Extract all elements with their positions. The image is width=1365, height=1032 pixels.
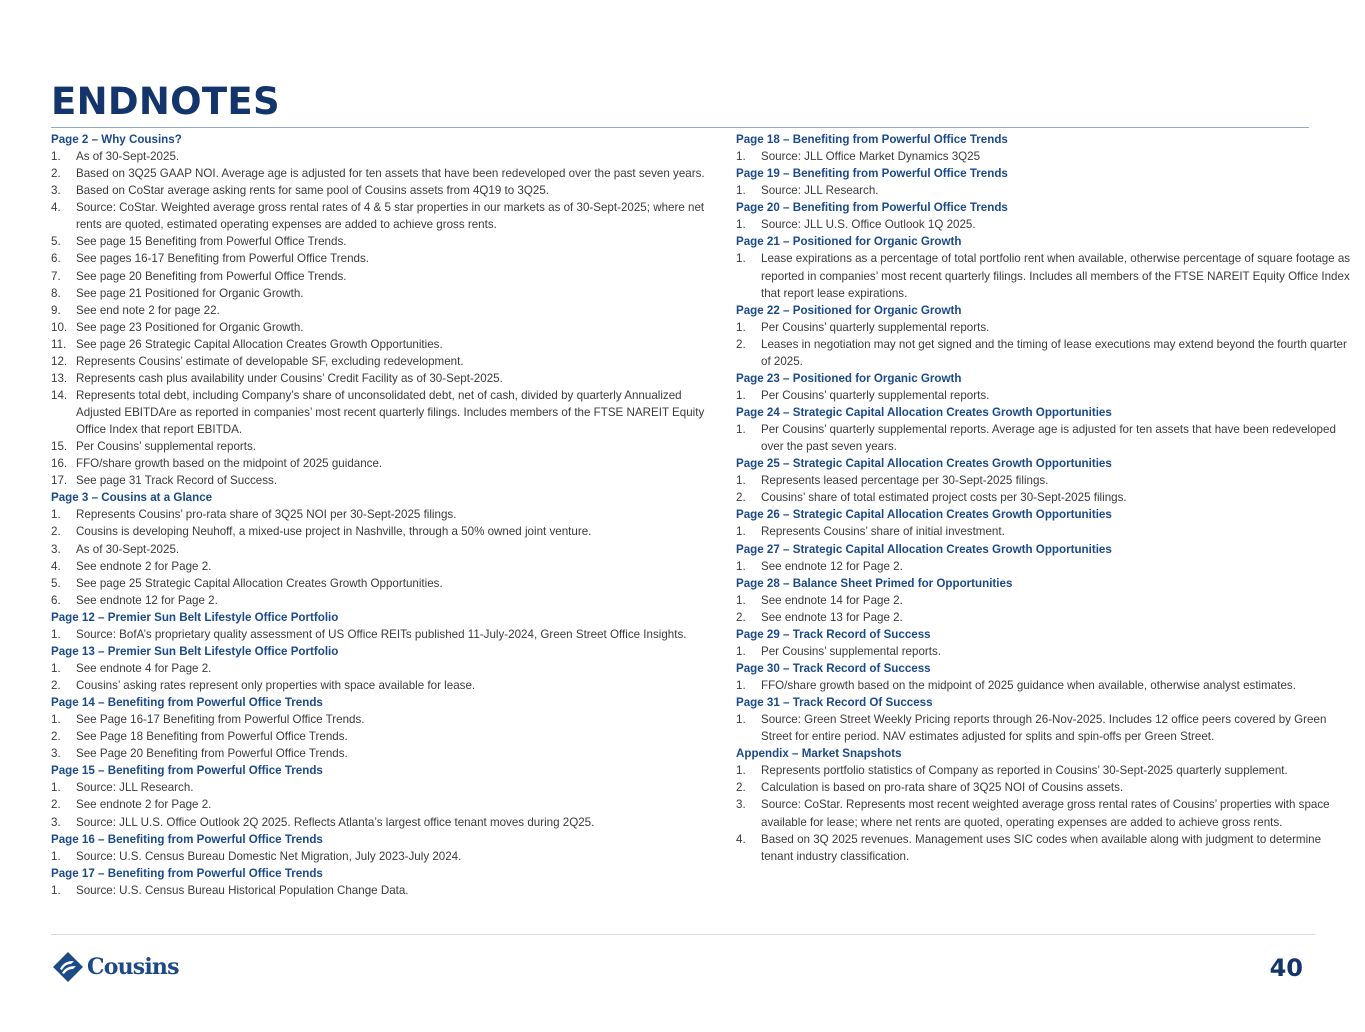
endnote-number: 1. <box>736 713 746 727</box>
section-heading: Page 17 – Benefiting from Powerful Office Trends <box>51 866 323 880</box>
endnote-list <box>736 387 1354 404</box>
endnote-text: Source: JLL Office Market Dynamics 3Q25 <box>761 150 981 164</box>
endnote-item <box>51 233 715 250</box>
endnote-item <box>51 506 715 523</box>
endnote-list <box>736 250 1354 301</box>
endnotes-left-column <box>51 131 715 899</box>
endnote-item <box>736 609 1354 626</box>
endnote-number: 1. <box>736 474 746 488</box>
endnote-number: 1. <box>736 252 746 266</box>
endnote-item <box>51 370 715 387</box>
endnote-text: Source: U.S. Census Bureau Historical Population Change Data. <box>76 883 409 897</box>
endnote-text: Per Cousins’ supplemental reports. <box>76 440 257 454</box>
endnote-item <box>736 148 1354 165</box>
endnote-text: Represents Cousins’ share of initial investment. <box>761 525 1005 539</box>
endnote-number: 7. <box>51 269 61 283</box>
endnote-number: 2. <box>51 679 61 692</box>
section-heading: Page 31 – Track Record Of Success <box>736 696 933 710</box>
endnote-item <box>736 182 1354 199</box>
endnote-section <box>51 643 715 694</box>
endnote-number: 4. <box>51 201 61 215</box>
endnote-item <box>51 148 715 165</box>
section-heading: Page 21 – Positioned for Organic Growth <box>736 235 962 249</box>
endnote-item <box>51 285 715 302</box>
cousins-logo-icon <box>52 951 84 983</box>
section-heading: Page 16 – Benefiting from Powerful Office Trends <box>51 832 323 846</box>
endnote-number: 4. <box>736 832 746 846</box>
endnote-list <box>736 319 1354 370</box>
endnote-section <box>736 626 1354 660</box>
endnote-number: 4. <box>51 559 61 573</box>
endnote-number: 1. <box>51 883 61 897</box>
endnote-item <box>736 831 1354 865</box>
endnote-section <box>736 575 1354 626</box>
endnote-item <box>736 421 1354 455</box>
endnote-number: 6. <box>51 593 61 607</box>
endnote-number: 3. <box>51 184 61 198</box>
endnote-section <box>736 131 1354 165</box>
endnote-section <box>736 660 1354 694</box>
cousins-logo <box>52 951 179 983</box>
endnote-text: Based on 3Q25 GAAP NOI. Average age is adjusted for ten assets that have been redeveloped over the past seven years. <box>76 167 705 181</box>
section-heading: Page 15 – Benefiting from Powerful Office Trends <box>51 764 323 778</box>
endnote-section <box>736 694 1354 745</box>
endnote-text: Lease expirations as a percentage of total portfolio rent when available, otherwise percentage of square footage as reported in companies’ most recent quarterly filings. Includes all members of the FTSE NAREIT Equity Office Index that report lease expirations. <box>761 252 1351 300</box>
endnote-item <box>736 250 1354 301</box>
endnote-text: Source: JLL Research. <box>76 781 194 795</box>
endnote-text: Represents portfolio statistics of Company as reported in Cousins’ 30-Sept-2025 quarterly supplement. <box>761 764 1288 778</box>
endnote-number: 2. <box>736 781 746 795</box>
endnote-text: See endnote 13 for Page 2. <box>761 610 903 624</box>
endnote-number: 1. <box>51 150 61 164</box>
endnote-item <box>736 387 1354 404</box>
endnote-item <box>51 626 715 643</box>
endnote-text: See page 21 Positioned for Organic Growth. <box>76 286 304 300</box>
section-heading: Page 2 – Why Cousins? <box>51 133 182 146</box>
endnote-number: 1. <box>736 218 746 232</box>
endnote-item <box>51 728 715 745</box>
endnote-item <box>51 796 715 813</box>
endnote-list <box>51 882 715 899</box>
endnote-text: See Page 16-17 Benefiting from Powerful Office Trends. <box>76 713 365 727</box>
endnote-text: See Page 20 Benefiting from Powerful Office Trends. <box>76 747 348 761</box>
endnote-text: See Page 18 Benefiting from Powerful Office Trends. <box>76 730 348 744</box>
endnote-number: 1. <box>51 713 61 727</box>
endnote-list <box>736 677 1354 694</box>
endnote-text: Source: U.S. Census Bureau Domestic Net Migration, July 2023-July 2024. <box>76 849 462 863</box>
section-heading: Page 12 – Premier Sun Belt Lifestyle Office Portfolio <box>51 610 339 624</box>
endnote-list <box>736 182 1354 199</box>
endnote-text: See endnote 2 for Page 2. <box>76 559 212 573</box>
endnote-list <box>736 558 1354 575</box>
endnote-section <box>736 370 1354 404</box>
endnote-section <box>736 199 1354 233</box>
endnote-item <box>51 711 715 728</box>
section-heading: Page 14 – Benefiting from Powerful Office Trends <box>51 696 323 710</box>
endnote-item <box>736 558 1354 575</box>
section-heading: Page 18 – Benefiting from Powerful Office Trends <box>736 133 1008 146</box>
endnote-item <box>51 199 715 233</box>
endnote-text: See end note 2 for page 22. <box>76 303 220 317</box>
endnote-text: Source: CoStar. Represents most recent weighted average gross rental rates of Cousins’ properties with space available for lease; where net rents are quoted, operating expenses are added to achieve gross rents. <box>761 798 1330 829</box>
endnote-text: See pages 16-17 Benefiting from Powerful Office Trends. <box>76 252 370 266</box>
endnote-number: 1. <box>736 388 746 402</box>
endnote-item <box>736 319 1354 336</box>
endnote-item <box>51 558 715 575</box>
endnote-section <box>736 745 1354 864</box>
endnote-section <box>51 609 715 643</box>
endnote-item <box>736 762 1354 779</box>
endnote-section <box>736 506 1354 540</box>
endnote-number: 2. <box>51 167 61 181</box>
endnote-list <box>51 779 715 830</box>
endnote-section <box>736 455 1354 506</box>
endnote-list <box>51 148 715 489</box>
section-heading: Page 23 – Positioned for Organic Growth <box>736 371 962 385</box>
endnote-item <box>51 250 715 267</box>
endnote-text: Source: Green Street Weekly Pricing reports through 26-Nov-2025. Includes 12 office peers covered by Green Street for entire period. NAV estimates adjusted for splits and spin-offs per Green Street. <box>761 713 1327 744</box>
endnote-section <box>736 165 1354 199</box>
endnote-text: FFO/share growth based on the midpoint of 2025 guidance when available, otherwise analyst estimates. <box>761 679 1296 692</box>
endnote-number: 1. <box>51 627 61 641</box>
endnote-text: See page 15 Benefiting from Powerful Office Trends. <box>76 235 347 249</box>
endnote-item <box>51 387 715 438</box>
endnote-text: Cousins’ share of total estimated project costs per 30-Sept-2025 filings. <box>761 491 1127 505</box>
endnote-list <box>736 216 1354 233</box>
endnote-number: 16. <box>51 457 68 471</box>
page-number: 40 <box>1269 954 1303 982</box>
endnote-item <box>51 165 715 182</box>
endnote-item <box>736 643 1354 660</box>
footer-divider <box>51 934 1315 935</box>
endnote-text: Represents Cousins’ estimate of developable SF, excluding redevelopment. <box>76 354 464 368</box>
endnote-item <box>51 660 715 677</box>
endnote-item <box>51 677 715 694</box>
endnote-text: Source: CoStar. Weighted average gross rental rates of 4 & 5 star properties in our markets as of 30-Sept-2025; where net rents are quoted, estimated operating expenses are added to achieve gross rents. <box>76 201 705 232</box>
endnote-item <box>51 353 715 370</box>
endnote-text: Represents cash plus availability under Cousins’ Credit Facility as of 30-Sept-2025. <box>76 371 503 385</box>
endnote-list <box>51 711 715 762</box>
endnote-number: 2. <box>51 798 61 812</box>
endnote-section <box>736 541 1354 575</box>
endnote-section <box>51 694 715 762</box>
endnote-item <box>51 302 715 319</box>
endnote-number: 10. <box>51 320 68 334</box>
endnote-item <box>736 677 1354 694</box>
endnote-item <box>736 523 1354 540</box>
endnote-text: See endnote 12 for Page 2. <box>76 593 218 607</box>
endnote-item <box>736 796 1354 830</box>
endnote-item <box>51 575 715 592</box>
endnote-text: Source: BofA’s proprietary quality assessment of US Office REITs published 11-July-2024, Green Street Office Insights. <box>76 627 687 641</box>
endnote-item <box>736 216 1354 233</box>
endnote-list <box>51 626 715 643</box>
section-heading: Page 24 – Strategic Capital Allocation Creates Growth Opportunities <box>736 406 1112 419</box>
endnote-text: Per Cousins’ quarterly supplemental reports. Average age is adjusted for ten assets that have been redeveloped over the past seven years. <box>761 423 1336 454</box>
endnote-text: Per Cousins’ supplemental reports. <box>761 644 942 658</box>
title-divider <box>51 127 1309 128</box>
section-heading: Page 3 – Cousins at a Glance <box>51 491 213 505</box>
endnote-text: Represents total debt, including Company’s share of unconsolidated debt, net of cash, divided by quarterly Annualized Adjusted EBITDAre as reported in companies’ most recent quarterly filings. Includes members of the FTSE NAREIT Equity Office Index that report EBITDA. <box>76 388 705 437</box>
endnote-section <box>51 489 715 608</box>
endnote-number: 3. <box>51 542 61 556</box>
endnote-text: Cousins’ asking rates represent only properties with space available for lease. <box>76 679 476 692</box>
endnote-list <box>736 643 1354 660</box>
endnote-section <box>736 302 1354 370</box>
endnote-item <box>51 455 715 472</box>
endnote-item <box>51 268 715 285</box>
logo-wordmark: Cousins <box>87 954 179 980</box>
endnote-number: 12. <box>51 354 68 368</box>
endnote-number: 3. <box>736 798 746 812</box>
endnote-item <box>736 472 1354 489</box>
endnote-item <box>51 523 715 540</box>
section-heading: Page 26 – Strategic Capital Allocation Creates Growth Opportunities <box>736 508 1112 522</box>
endnote-item <box>736 336 1354 370</box>
endnote-item <box>51 336 715 353</box>
endnote-list <box>736 523 1354 540</box>
endnote-text: Per Cousins’ quarterly supplemental reports. <box>761 320 990 334</box>
endnote-number: 5. <box>51 235 61 249</box>
endnote-item <box>736 489 1354 506</box>
endnote-text: Per Cousins’ quarterly supplemental reports. <box>761 388 990 402</box>
endnote-number: 3. <box>51 815 61 829</box>
endnote-section <box>51 865 715 899</box>
endnote-text: As of 30-Sept-2025. <box>76 542 180 556</box>
endnote-text: Leases in negotiation may not get signed and the timing of lease executions may extend beyond the fourth quarter of 2025. <box>761 337 1347 368</box>
section-heading: Page 22 – Positioned for Organic Growth <box>736 303 962 317</box>
endnote-number: 2. <box>51 525 61 539</box>
endnote-list <box>736 148 1354 165</box>
endnote-section <box>51 831 715 865</box>
endnote-text: See endnote 2 for Page 2. <box>76 798 212 812</box>
endnote-number: 2. <box>736 610 746 624</box>
endnote-number: 1. <box>51 781 61 795</box>
endnote-list <box>51 506 715 608</box>
section-heading: Page 28 – Balance Sheet Primed for Opportunities <box>736 576 1013 590</box>
endnote-number: 6. <box>51 252 61 266</box>
endnote-text: Source: JLL U.S. Office Outlook 2Q 2025. Reflects Atlanta’s largest office tenant moves during 2Q25. <box>76 815 595 829</box>
endnote-number: 5. <box>51 576 61 590</box>
endnote-text: Represents Cousins’ pro-rata share of 3Q25 NOI per 30-Sept-2025 filings. <box>76 508 457 522</box>
page-title: ENDNOTES <box>51 80 280 123</box>
section-heading: Page 19 – Benefiting from Powerful Office Trends <box>736 167 1008 181</box>
endnote-text: Calculation is based on pro-rata share of 3Q25 NOI of Cousins assets. <box>761 781 1124 795</box>
section-heading: Page 13 – Premier Sun Belt Lifestyle Office Portfolio <box>51 644 339 658</box>
endnote-list <box>51 660 715 694</box>
endnote-number: 1. <box>51 849 61 863</box>
endnote-number: 1. <box>736 764 746 778</box>
endnote-item <box>51 541 715 558</box>
endnote-number: 3. <box>51 747 61 761</box>
section-heading: Page 30 – Track Record of Success <box>736 661 931 675</box>
endnote-number: 1. <box>736 320 746 334</box>
endnote-text: Source: JLL U.S. Office Outlook 1Q 2025. <box>761 218 976 232</box>
endnote-number: 9. <box>51 303 61 317</box>
endnote-text: See page 31 Track Record of Success. <box>76 474 278 488</box>
endnote-text: Based on 3Q 2025 revenues. Management uses SIC codes when available along with judgment to determine tenant industry classification. <box>761 832 1322 863</box>
endnote-number: 1. <box>736 150 746 164</box>
endnote-number: 1. <box>736 679 746 692</box>
endnote-text: See page 26 Strategic Capital Allocation Creates Growth Opportunities. <box>76 337 443 351</box>
endnotes-right-column <box>736 131 1354 865</box>
endnote-number: 1. <box>51 508 61 522</box>
endnote-text: See endnote 14 for Page 2. <box>761 593 903 607</box>
endnote-item <box>51 779 715 796</box>
endnote-text: See page 23 Positioned for Organic Growth. <box>76 320 304 334</box>
endnote-number: 2. <box>51 730 61 744</box>
endnote-text: See page 20 Benefiting from Powerful Office Trends. <box>76 269 347 283</box>
endnote-number: 1. <box>736 644 746 658</box>
endnote-item <box>51 182 715 199</box>
endnote-number: 1. <box>736 559 746 573</box>
endnote-item <box>51 592 715 609</box>
endnote-text: Cousins is developing Neuhoff, a mixed-use project in Nashville, through a 50% owned joint venture. <box>76 525 592 539</box>
endnote-list <box>736 762 1354 864</box>
endnote-item <box>736 592 1354 609</box>
endnote-number: 1. <box>736 423 746 437</box>
section-heading: Page 25 – Strategic Capital Allocation Creates Growth Opportunities <box>736 457 1112 471</box>
endnote-text: Represents leased percentage per 30-Sept-2025 filings. <box>761 474 1049 488</box>
endnote-number: 17. <box>51 474 68 488</box>
endnote-item <box>51 848 715 865</box>
endnote-list <box>736 711 1354 745</box>
endnote-number: 14. <box>51 388 68 402</box>
endnote-number: 13. <box>51 371 68 385</box>
endnote-section <box>51 762 715 830</box>
endnote-item <box>736 779 1354 796</box>
section-heading: Appendix – Market Snapshots <box>736 747 902 761</box>
endnote-item <box>51 438 715 455</box>
endnote-text: See endnote 4 for Page 2. <box>76 661 212 675</box>
endnote-number: 2. <box>736 491 746 505</box>
endnote-item <box>51 319 715 336</box>
endnote-item <box>51 745 715 762</box>
endnote-section <box>736 404 1354 455</box>
endnote-list <box>736 472 1354 506</box>
endnote-number: 11. <box>51 337 67 351</box>
endnote-text: As of 30-Sept-2025. <box>76 150 180 164</box>
endnote-item <box>736 711 1354 745</box>
endnote-item <box>51 814 715 831</box>
endnote-list <box>51 848 715 865</box>
section-heading: Page 27 – Strategic Capital Allocation Creates Growth Opportunities <box>736 542 1112 556</box>
endnote-number: 1. <box>736 525 746 539</box>
endnote-number: 1. <box>736 184 746 198</box>
endnote-text: See endnote 12 for Page 2. <box>761 559 903 573</box>
endnote-number: 1. <box>736 593 746 607</box>
endnote-item <box>51 882 715 899</box>
endnote-text: FFO/share growth based on the midpoint of 2025 guidance. <box>76 457 383 471</box>
endnote-number: 2. <box>736 337 746 351</box>
endnote-item <box>51 472 715 489</box>
endnote-section <box>51 131 715 489</box>
endnote-text: Based on CoStar average asking rents for same pool of Cousins assets from 4Q19 to 3Q25. <box>76 184 550 198</box>
endnote-number: 1. <box>51 661 61 675</box>
endnote-list <box>736 592 1354 626</box>
endnote-text: Source: JLL Research. <box>761 184 879 198</box>
endnote-number: 15. <box>51 440 68 454</box>
section-heading: Page 20 – Benefiting from Powerful Office Trends <box>736 201 1008 215</box>
endnote-section <box>736 233 1354 301</box>
endnote-list <box>736 421 1354 455</box>
endnote-text: See page 25 Strategic Capital Allocation Creates Growth Opportunities. <box>76 576 443 590</box>
endnote-number: 8. <box>51 286 61 300</box>
section-heading: Page 29 – Track Record of Success <box>736 627 931 641</box>
